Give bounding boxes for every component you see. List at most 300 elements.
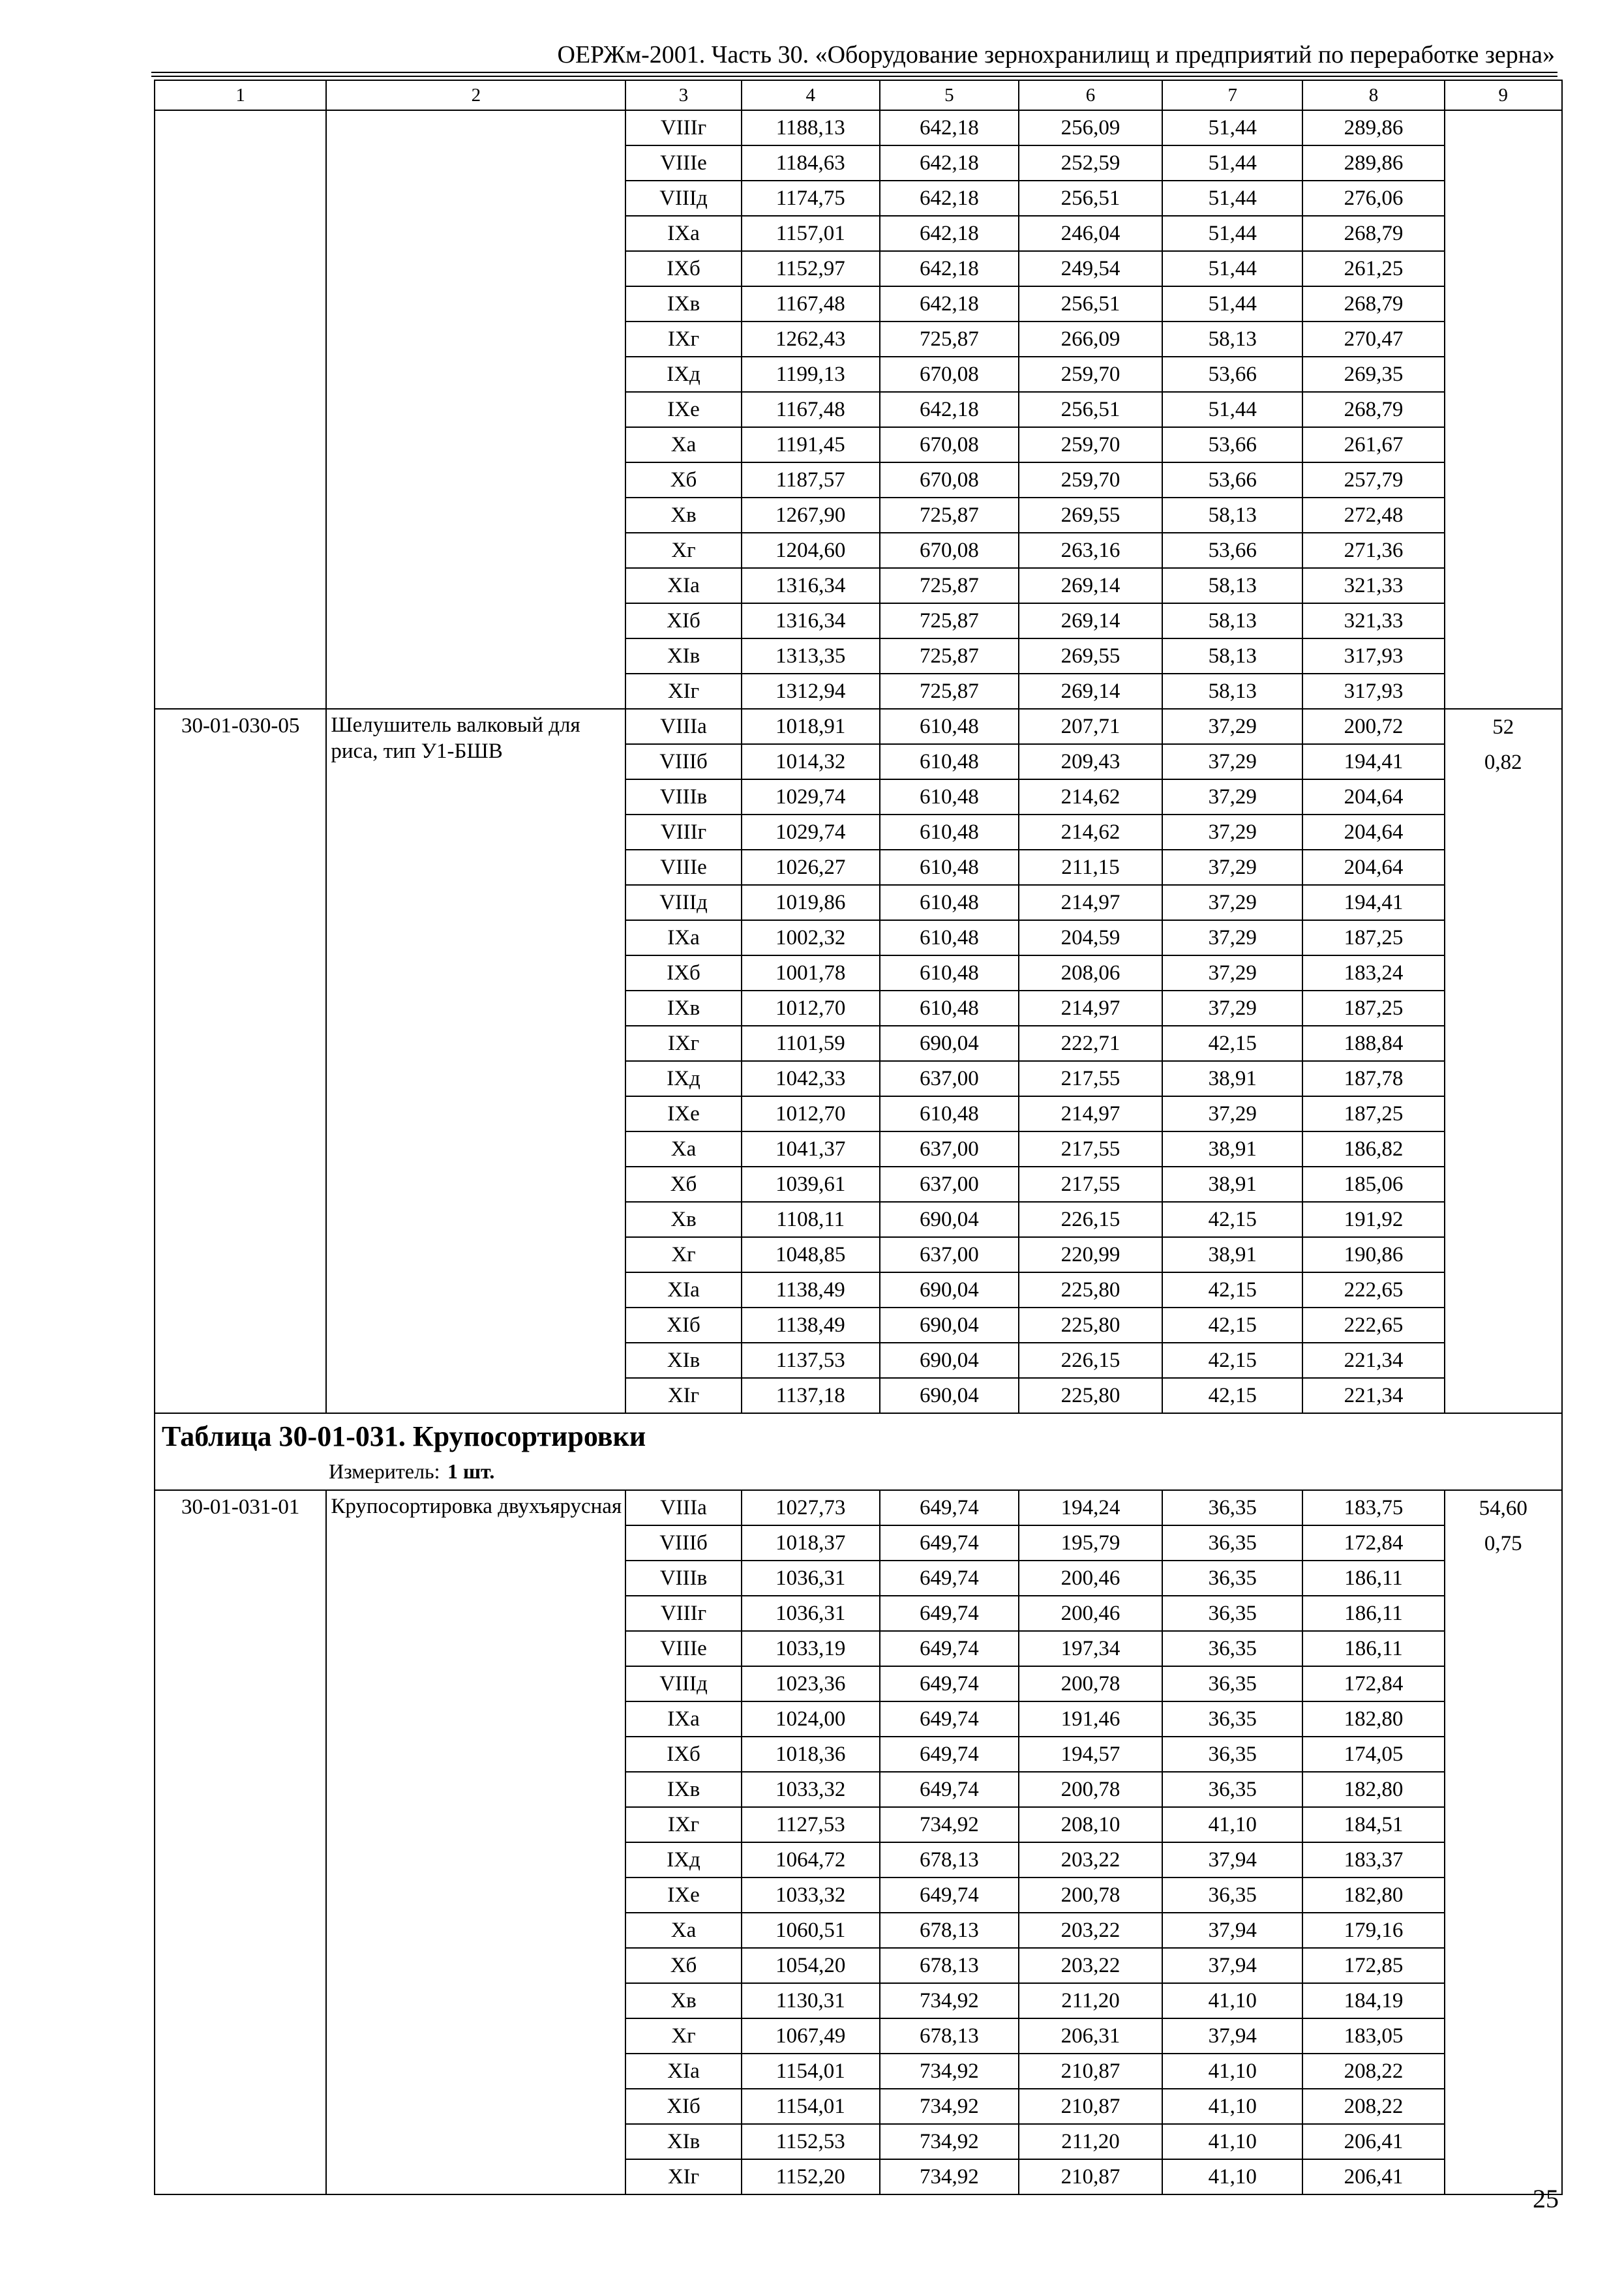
- machine-cell: 226,15: [1019, 1202, 1162, 1237]
- measure-label: Измеритель:: [329, 1459, 440, 1483]
- zone-cell: VIIIд: [625, 885, 741, 920]
- wage-cell: 670,08: [880, 357, 1019, 392]
- wage-cell: 649,74: [880, 1772, 1019, 1807]
- zone-cell: IXа: [625, 216, 741, 251]
- machine-cell: 246,04: [1019, 216, 1162, 251]
- zone-cell: XIа: [625, 2054, 741, 2089]
- machine-cell: 256,09: [1019, 110, 1162, 145]
- wage-cell: 610,48: [880, 991, 1019, 1026]
- material-cell: 206,41: [1302, 2159, 1444, 2194]
- machine-cell: 266,09: [1019, 322, 1162, 357]
- zone-cell: VIIIе: [625, 1631, 741, 1666]
- column-number: 8: [1302, 80, 1444, 110]
- total-cell: 1127,53: [742, 1807, 880, 1842]
- machinist-wage-cell: 42,15: [1162, 1308, 1302, 1343]
- zone-cell: XIг: [625, 1378, 741, 1413]
- wage-cell: 690,04: [880, 1308, 1019, 1343]
- wage-cell: 649,74: [880, 1596, 1019, 1631]
- column-number: 9: [1445, 80, 1562, 110]
- wage-cell: 725,87: [880, 638, 1019, 674]
- table-row: [155, 110, 1562, 145]
- material-cell: 268,79: [1302, 286, 1444, 322]
- wage-cell: 725,87: [880, 674, 1019, 709]
- extra-value: 0,82: [1484, 751, 1522, 774]
- machinist-wage-cell: 37,29: [1162, 779, 1302, 815]
- machinist-wage-cell: 38,91: [1162, 1237, 1302, 1272]
- material-cell: 187,25: [1302, 1096, 1444, 1131]
- material-cell: 221,34: [1302, 1378, 1444, 1413]
- machine-cell: 269,14: [1019, 603, 1162, 638]
- material-cell: 183,05: [1302, 2018, 1444, 2054]
- material-cell: 183,24: [1302, 955, 1444, 991]
- material-cell: 186,11: [1302, 1596, 1444, 1631]
- wage-cell: 649,74: [880, 1525, 1019, 1561]
- machine-cell: 203,22: [1019, 1842, 1162, 1878]
- header-rule-top: [151, 72, 1557, 73]
- wage-cell: 610,48: [880, 709, 1019, 744]
- zone-cell: IXв: [625, 286, 741, 322]
- machine-cell: 204,59: [1019, 920, 1162, 955]
- wage-cell: 642,18: [880, 181, 1019, 216]
- item-name: Шелушитель валковый для риса, тип У1-БШВ: [326, 709, 625, 1413]
- wage-cell: 642,18: [880, 216, 1019, 251]
- machine-cell: 269,55: [1019, 498, 1162, 533]
- zone-cell: IXе: [625, 1096, 741, 1131]
- machine-cell: 259,70: [1019, 357, 1162, 392]
- machine-cell: 256,51: [1019, 181, 1162, 216]
- total-cell: 1316,34: [742, 603, 880, 638]
- wage-cell: 649,74: [880, 1561, 1019, 1596]
- material-cell: 289,86: [1302, 110, 1444, 145]
- total-cell: 1018,36: [742, 1737, 880, 1772]
- wage-cell: 725,87: [880, 568, 1019, 603]
- material-cell: 179,16: [1302, 1913, 1444, 1948]
- total-cell: 1167,48: [742, 286, 880, 322]
- wage-cell: 670,08: [880, 462, 1019, 498]
- zone-cell: IXе: [625, 1878, 741, 1913]
- machinist-wage-cell: 53,66: [1162, 357, 1302, 392]
- material-cell: 269,35: [1302, 357, 1444, 392]
- wage-cell: 690,04: [880, 1378, 1019, 1413]
- extra-value: 54,60: [1479, 1497, 1527, 1520]
- total-cell: 1001,78: [742, 955, 880, 991]
- wage-cell: 642,18: [880, 251, 1019, 286]
- zone-cell: VIIIв: [625, 779, 741, 815]
- material-cell: 221,34: [1302, 1343, 1444, 1378]
- machinist-wage-cell: 51,44: [1162, 392, 1302, 427]
- material-cell: 187,25: [1302, 991, 1444, 1026]
- material-cell: 186,11: [1302, 1561, 1444, 1596]
- machine-cell: 203,22: [1019, 1913, 1162, 1948]
- zone-cell: VIIIд: [625, 1666, 741, 1701]
- zone-cell: VIIIе: [625, 850, 741, 885]
- wage-cell: 649,74: [880, 1878, 1019, 1913]
- header-rule-bottom: [151, 76, 1557, 77]
- table-body: [155, 80, 1562, 2194]
- total-cell: 1167,48: [742, 392, 880, 427]
- wage-cell: 734,92: [880, 2159, 1019, 2194]
- machine-cell: 210,87: [1019, 2089, 1162, 2124]
- machinist-wage-cell: 37,29: [1162, 955, 1302, 991]
- zone-cell: VIIIг: [625, 110, 741, 145]
- material-cell: 204,64: [1302, 815, 1444, 850]
- machinist-wage-cell: 53,66: [1162, 533, 1302, 568]
- machinist-wage-cell: 51,44: [1162, 145, 1302, 181]
- machinist-wage-cell: 36,35: [1162, 1490, 1302, 1525]
- extra-values-cell: [1445, 709, 1562, 1413]
- machinist-wage-cell: 38,91: [1162, 1131, 1302, 1167]
- zone-cell: IXв: [625, 1772, 741, 1807]
- material-cell: 172,85: [1302, 1948, 1444, 1983]
- total-cell: 1024,00: [742, 1701, 880, 1737]
- material-cell: 185,06: [1302, 1167, 1444, 1202]
- total-cell: 1154,01: [742, 2089, 880, 2124]
- total-cell: 1137,18: [742, 1378, 880, 1413]
- material-cell: 184,51: [1302, 1807, 1444, 1842]
- material-cell: 172,84: [1302, 1666, 1444, 1701]
- extra-value: 0,75: [1484, 1532, 1522, 1555]
- material-cell: 257,79: [1302, 462, 1444, 498]
- total-cell: 1154,01: [742, 2054, 880, 2089]
- material-cell: 317,93: [1302, 638, 1444, 674]
- machinist-wage-cell: 53,66: [1162, 427, 1302, 462]
- material-cell: 270,47: [1302, 322, 1444, 357]
- table-caption: [155, 1413, 1562, 1490]
- machine-cell: 194,24: [1019, 1490, 1162, 1525]
- zone-cell: IXд: [625, 357, 741, 392]
- column-number: 6: [1019, 80, 1162, 110]
- machine-cell: 259,70: [1019, 427, 1162, 462]
- material-cell: 206,41: [1302, 2124, 1444, 2159]
- wage-cell: 637,00: [880, 1237, 1019, 1272]
- machinist-wage-cell: 41,10: [1162, 2089, 1302, 2124]
- material-cell: 208,22: [1302, 2089, 1444, 2124]
- machine-cell: 211,20: [1019, 2124, 1162, 2159]
- wage-cell: 690,04: [880, 1272, 1019, 1308]
- wage-cell: 690,04: [880, 1343, 1019, 1378]
- machinist-wage-cell: 58,13: [1162, 638, 1302, 674]
- machinist-wage-cell: 37,29: [1162, 885, 1302, 920]
- total-cell: 1002,32: [742, 920, 880, 955]
- machine-cell: 209,43: [1019, 744, 1162, 779]
- machine-cell: 208,10: [1019, 1807, 1162, 1842]
- machinist-wage-cell: 53,66: [1162, 462, 1302, 498]
- column-number: 2: [326, 80, 625, 110]
- machine-cell: 225,80: [1019, 1308, 1162, 1343]
- column-number: 4: [742, 80, 880, 110]
- total-cell: 1188,13: [742, 110, 880, 145]
- machine-cell: 200,46: [1019, 1561, 1162, 1596]
- machine-cell: 210,87: [1019, 2159, 1162, 2194]
- material-cell: 190,86: [1302, 1237, 1444, 1272]
- total-cell: 1157,01: [742, 216, 880, 251]
- machine-cell: 210,87: [1019, 2054, 1162, 2089]
- machinist-wage-cell: 36,35: [1162, 1701, 1302, 1737]
- material-cell: 188,84: [1302, 1026, 1444, 1061]
- total-cell: 1152,97: [742, 251, 880, 286]
- wage-cell: 734,92: [880, 2089, 1019, 2124]
- machinist-wage-cell: 38,91: [1162, 1061, 1302, 1096]
- machine-cell: 197,34: [1019, 1631, 1162, 1666]
- machinist-wage-cell: 36,35: [1162, 1631, 1302, 1666]
- wage-cell: 649,74: [880, 1666, 1019, 1701]
- machinist-wage-cell: 41,10: [1162, 2159, 1302, 2194]
- material-cell: 182,80: [1302, 1878, 1444, 1913]
- wage-cell: 610,48: [880, 1096, 1019, 1131]
- wage-cell: 649,74: [880, 1737, 1019, 1772]
- zone-cell: Xв: [625, 1202, 741, 1237]
- material-cell: 186,11: [1302, 1631, 1444, 1666]
- machinist-wage-cell: 36,35: [1162, 1596, 1302, 1631]
- total-cell: 1152,20: [742, 2159, 880, 2194]
- machinist-wage-cell: 41,10: [1162, 2124, 1302, 2159]
- zone-cell: VIIIа: [625, 709, 741, 744]
- machinist-wage-cell: 37,29: [1162, 1096, 1302, 1131]
- wage-cell: 610,48: [880, 815, 1019, 850]
- wage-cell: 734,92: [880, 2124, 1019, 2159]
- zone-cell: XIб: [625, 2089, 741, 2124]
- machine-cell: 217,55: [1019, 1061, 1162, 1096]
- machinist-wage-cell: 37,94: [1162, 1842, 1302, 1878]
- wage-cell: 642,18: [880, 286, 1019, 322]
- machine-cell: 195,79: [1019, 1525, 1162, 1561]
- total-cell: 1019,86: [742, 885, 880, 920]
- zone-cell: Xа: [625, 427, 741, 462]
- item-code: [155, 110, 326, 709]
- machinist-wage-cell: 36,35: [1162, 1878, 1302, 1913]
- machine-cell: 214,62: [1019, 815, 1162, 850]
- wage-cell: 725,87: [880, 498, 1019, 533]
- machinist-wage-cell: 42,15: [1162, 1272, 1302, 1308]
- machinist-wage-cell: 58,13: [1162, 603, 1302, 638]
- total-cell: 1138,49: [742, 1308, 880, 1343]
- zone-cell: IXг: [625, 1807, 741, 1842]
- machinist-wage-cell: 41,10: [1162, 1983, 1302, 2018]
- zone-cell: XIб: [625, 603, 741, 638]
- machine-cell: 226,15: [1019, 1343, 1162, 1378]
- machine-cell: 200,78: [1019, 1666, 1162, 1701]
- total-cell: 1174,75: [742, 181, 880, 216]
- machine-cell: 220,99: [1019, 1237, 1162, 1272]
- machinist-wage-cell: 41,10: [1162, 2054, 1302, 2089]
- material-cell: 186,82: [1302, 1131, 1444, 1167]
- item-name: Крупосортировка двухъярусная: [326, 1490, 625, 2194]
- zone-cell: Xг: [625, 1237, 741, 1272]
- machine-cell: 225,80: [1019, 1378, 1162, 1413]
- machinist-wage-cell: 41,10: [1162, 1807, 1302, 1842]
- machine-cell: 217,55: [1019, 1167, 1162, 1202]
- wage-cell: 725,87: [880, 322, 1019, 357]
- machine-cell: 225,80: [1019, 1272, 1162, 1308]
- zone-cell: IXб: [625, 251, 741, 286]
- zone-cell: IXб: [625, 1737, 741, 1772]
- item-code: 30-01-030-05: [155, 709, 326, 1413]
- machinist-wage-cell: 42,15: [1162, 1343, 1302, 1378]
- wage-cell: 678,13: [880, 1842, 1019, 1878]
- material-cell: 268,79: [1302, 392, 1444, 427]
- machine-cell: 269,55: [1019, 638, 1162, 674]
- zone-cell: XIг: [625, 2159, 741, 2194]
- total-cell: 1262,43: [742, 322, 880, 357]
- total-cell: 1018,37: [742, 1525, 880, 1561]
- total-cell: 1039,61: [742, 1167, 880, 1202]
- machinist-wage-cell: 36,35: [1162, 1666, 1302, 1701]
- material-cell: 261,67: [1302, 427, 1444, 462]
- total-cell: 1048,85: [742, 1237, 880, 1272]
- running-header: ОЕРЖм-2001. Часть 30. «Оборудование зернохранилищ и предприятий по переработке зерна»: [557, 41, 1555, 68]
- machinist-wage-cell: 36,35: [1162, 1772, 1302, 1807]
- zone-cell: Xб: [625, 462, 741, 498]
- wage-cell: 670,08: [880, 427, 1019, 462]
- measure-value: 1 шт.: [447, 1459, 495, 1483]
- machine-cell: 263,16: [1019, 533, 1162, 568]
- zone-cell: Xв: [625, 1983, 741, 2018]
- machinist-wage-cell: 51,44: [1162, 110, 1302, 145]
- page-number: 25: [1533, 2184, 1559, 2213]
- material-cell: 268,79: [1302, 216, 1444, 251]
- machinist-wage-cell: 37,29: [1162, 815, 1302, 850]
- wage-cell: 637,00: [880, 1167, 1019, 1202]
- zone-cell: Xг: [625, 2018, 741, 2054]
- machine-cell: 249,54: [1019, 251, 1162, 286]
- wage-cell: 610,48: [880, 885, 1019, 920]
- material-cell: 321,33: [1302, 568, 1444, 603]
- zone-cell: VIIIб: [625, 744, 741, 779]
- total-cell: 1067,49: [742, 2018, 880, 2054]
- material-cell: 183,37: [1302, 1842, 1444, 1878]
- table-caption-row: [155, 1413, 1562, 1490]
- wage-cell: 642,18: [880, 392, 1019, 427]
- material-cell: 194,41: [1302, 744, 1444, 779]
- material-cell: 222,65: [1302, 1272, 1444, 1308]
- zone-cell: IXв: [625, 991, 741, 1026]
- machine-cell: 200,46: [1019, 1596, 1162, 1631]
- material-cell: 182,80: [1302, 1772, 1444, 1807]
- total-cell: 1054,20: [742, 1948, 880, 1983]
- total-cell: 1060,51: [742, 1913, 880, 1948]
- machinist-wage-cell: 36,35: [1162, 1525, 1302, 1561]
- machine-cell: 211,15: [1019, 850, 1162, 885]
- material-cell: 317,93: [1302, 674, 1444, 709]
- machine-cell: 214,62: [1019, 779, 1162, 815]
- total-cell: 1023,36: [742, 1666, 880, 1701]
- machine-cell: 208,06: [1019, 955, 1162, 991]
- machine-cell: 194,57: [1019, 1737, 1162, 1772]
- machine-cell: 252,59: [1019, 145, 1162, 181]
- machine-cell: 200,78: [1019, 1772, 1162, 1807]
- total-cell: 1184,63: [742, 145, 880, 181]
- column-number: 7: [1162, 80, 1302, 110]
- machine-cell: 214,97: [1019, 1096, 1162, 1131]
- material-cell: 184,19: [1302, 1983, 1444, 2018]
- machinist-wage-cell: 58,13: [1162, 498, 1302, 533]
- zone-cell: IXа: [625, 920, 741, 955]
- machinist-wage-cell: 37,94: [1162, 1948, 1302, 1983]
- zone-cell: XIа: [625, 1272, 741, 1308]
- material-cell: 261,25: [1302, 251, 1444, 286]
- wage-cell: 678,13: [880, 1913, 1019, 1948]
- material-cell: 174,05: [1302, 1737, 1444, 1772]
- wage-cell: 610,48: [880, 920, 1019, 955]
- material-cell: 187,78: [1302, 1061, 1444, 1096]
- material-cell: 271,36: [1302, 533, 1444, 568]
- column-number-row: [155, 80, 1562, 110]
- machinist-wage-cell: 36,35: [1162, 1737, 1302, 1772]
- total-cell: 1199,13: [742, 357, 880, 392]
- material-cell: 208,22: [1302, 2054, 1444, 2089]
- machine-cell: 269,14: [1019, 674, 1162, 709]
- total-cell: 1108,11: [742, 1202, 880, 1237]
- zone-cell: XIб: [625, 1308, 741, 1343]
- machinist-wage-cell: 37,29: [1162, 991, 1302, 1026]
- wage-cell: 734,92: [880, 2054, 1019, 2089]
- machinist-wage-cell: 51,44: [1162, 216, 1302, 251]
- column-number: 3: [625, 80, 741, 110]
- zone-cell: Xа: [625, 1131, 741, 1167]
- material-cell: 204,64: [1302, 850, 1444, 885]
- total-cell: 1012,70: [742, 1096, 880, 1131]
- wage-cell: 649,74: [880, 1490, 1019, 1525]
- wage-cell: 690,04: [880, 1202, 1019, 1237]
- wage-cell: 610,48: [880, 779, 1019, 815]
- machinist-wage-cell: 36,35: [1162, 1561, 1302, 1596]
- machinist-wage-cell: 37,94: [1162, 1913, 1302, 1948]
- machine-cell: 207,71: [1019, 709, 1162, 744]
- total-cell: 1014,32: [742, 744, 880, 779]
- machine-cell: 269,14: [1019, 568, 1162, 603]
- machinist-wage-cell: 37,29: [1162, 850, 1302, 885]
- material-cell: 222,65: [1302, 1308, 1444, 1343]
- total-cell: 1033,32: [742, 1878, 880, 1913]
- zone-cell: IXб: [625, 955, 741, 991]
- machine-cell: 256,51: [1019, 286, 1162, 322]
- machinist-wage-cell: 58,13: [1162, 674, 1302, 709]
- machine-cell: 217,55: [1019, 1131, 1162, 1167]
- price-table: [154, 80, 1563, 2195]
- material-cell: 321,33: [1302, 603, 1444, 638]
- total-cell: 1267,90: [742, 498, 880, 533]
- total-cell: 1313,35: [742, 638, 880, 674]
- extra-values-cell: [1445, 1490, 1562, 2194]
- total-cell: 1029,74: [742, 815, 880, 850]
- zone-cell: Xг: [625, 533, 741, 568]
- column-number: 5: [880, 80, 1019, 110]
- wage-cell: 642,18: [880, 145, 1019, 181]
- wage-cell: 678,13: [880, 1948, 1019, 1983]
- wage-cell: 649,74: [880, 1701, 1019, 1737]
- machinist-wage-cell: 58,13: [1162, 568, 1302, 603]
- zone-cell: IXг: [625, 1026, 741, 1061]
- machinist-wage-cell: 51,44: [1162, 251, 1302, 286]
- zone-cell: VIIIг: [625, 815, 741, 850]
- total-cell: 1064,72: [742, 1842, 880, 1878]
- total-cell: 1029,74: [742, 779, 880, 815]
- total-cell: 1041,37: [742, 1131, 880, 1167]
- machinist-wage-cell: 42,15: [1162, 1378, 1302, 1413]
- wage-cell: 690,04: [880, 1026, 1019, 1061]
- machinist-wage-cell: 42,15: [1162, 1026, 1302, 1061]
- wage-cell: 610,48: [880, 850, 1019, 885]
- zone-cell: XIа: [625, 568, 741, 603]
- zone-cell: VIIIе: [625, 145, 741, 181]
- wage-cell: 642,18: [880, 110, 1019, 145]
- machinist-wage-cell: 58,13: [1162, 322, 1302, 357]
- wage-cell: 734,92: [880, 1807, 1019, 1842]
- wage-cell: 649,74: [880, 1631, 1019, 1666]
- column-number: 1: [155, 80, 326, 110]
- total-cell: 1191,45: [742, 427, 880, 462]
- machine-cell: 222,71: [1019, 1026, 1162, 1061]
